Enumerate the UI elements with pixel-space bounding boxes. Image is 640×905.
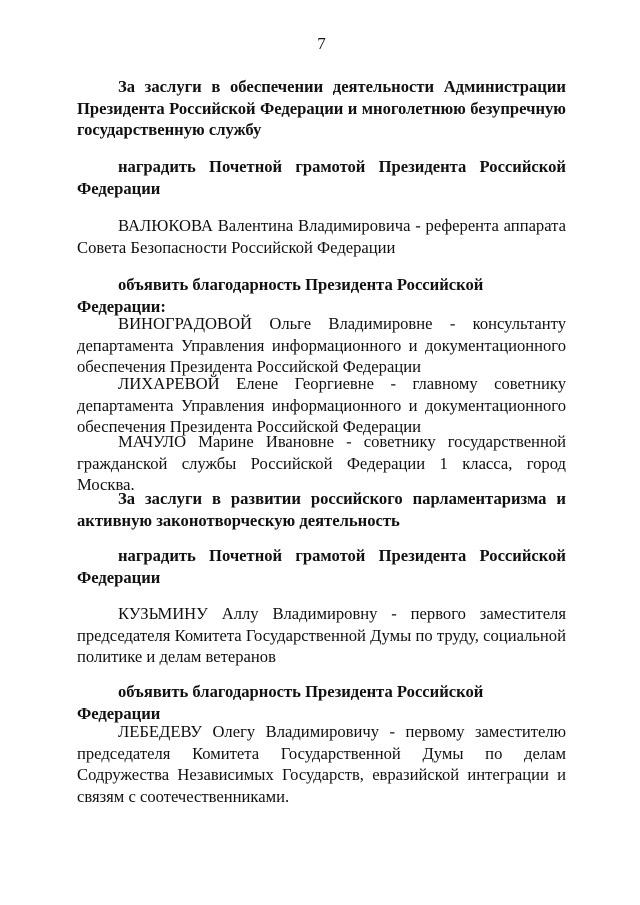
section2-gratitude-recipient: ЛЕБЕДЕВУ Олегу Владимировичу - первому заместителю председателя Комитета Государственной Думы по делам Содружества Независимых Государств, евразийской интеграции и связям с соотечественниками. (77, 722, 566, 806)
section1-gratitude-recipient-2: ЛИХАРЕВОЙ Елене Георгиевне - главному советнику департамента Управления информационного и документационного обеспечения Президента Российской Федерации (77, 374, 566, 437)
section2-gramota-recipient: КУЗЬМИНУ Аллу Владимировну - первого заместителя председателя Комитета Государственной Думы по труду, социальной политике и делам ветеранов (77, 604, 566, 667)
section2-heading: За заслуги в развитии российского парламентаризма и активную законотворческую деятельность (77, 489, 566, 530)
section2-award-gratitude: объявить благодарность Президента Российской Федерации (77, 682, 484, 723)
section1-heading: За заслуги в обеспечении деятельности Администрации Президента Российской Федерации и многолетнюю безупречную государственную службу (77, 77, 566, 140)
section1-award-gramota: наградить Почетной грамотой Президента Российской Федерации (77, 157, 566, 198)
section1-gramota-recipient: ВАЛЮКОВА Валентина Владимировича - референта аппарата Совета Безопасности Российской Федерации (77, 216, 566, 257)
section1-award-gratitude: объявить благодарность Президента Российской Федерации: (77, 275, 484, 316)
page-number: 7 (317, 34, 326, 53)
section1-gratitude-recipient-1: ВИНОГРАДОВОЙ Ольге Владимировне - консультанту департамента Управления информационного и документационного обеспечения Президента Российской Федерации (77, 314, 566, 377)
section2-award-gramota: наградить Почетной грамотой Президента Российской Федерации (77, 546, 566, 587)
section1-gratitude-recipient-3: МАЧУЛО Марине Ивановне - советнику государственной гражданской службы Российской Федерации 1 класса, город Москва. (77, 432, 566, 495)
